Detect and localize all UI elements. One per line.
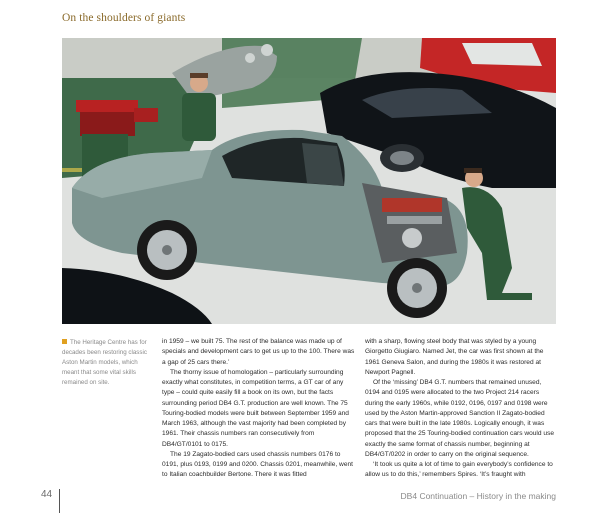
caption-text: The Heritage Centre has for decades been restoring classic Aston Martin models, which meant that some vital skills remained on site. xyxy=(62,339,147,387)
footer-title: DB4 Continuation – History in the making xyxy=(400,491,556,501)
running-head: On the shoulders of giants xyxy=(62,12,186,24)
paragraph: in 1959 – we built 75. The rest of the balance was made up of specials and development cars to get us up to the 100. There was a gap of 25 cars there.’ xyxy=(162,338,355,366)
folio-divider xyxy=(59,489,60,513)
workshop-photo xyxy=(62,38,556,324)
paragraph: The thorny issue of homologation – particularly surrounding exactly what constitutes, in competition terms, a GT car of any type – could quite easily fill a book on its own, but the facts surrounding period DB4 G.T. production are well known. The 75 Touring-bodied models were built between September 1959 and March 1963, although the vast majority had been completed by 1961. Their chassis numbers ran consecutively from DB4/GT/0101 to 0175. xyxy=(162,368,349,448)
paragraph: with a sharp, flowing steel body that was styled by a young Giorgetto Giugiaro. Named Jet, the car was first shown at the 1961 Geneva Salon, and during the 1980s it was restored at Newport Pagnell. xyxy=(365,338,544,376)
page-number: 44 xyxy=(41,489,53,500)
caption-bullet-icon xyxy=(62,339,67,344)
paragraph: ‘It took us quite a lot of time to gain everybody’s confidence to allow us to do this,’ remembers Spires. ‘It’s fraught with xyxy=(365,461,553,479)
paragraph: The 19 Zagato-bodied cars used chassis numbers 0176 to 0191, plus 0193, 0199 and 0200. Chassis 0201, meanwhile, went to Italian coachbuilder Bertone. There it was fitted xyxy=(162,450,353,479)
text-column-1 xyxy=(162,337,356,481)
paragraph: Of the ‘missing’ DB4 G.T. numbers that remained unused, 0194 and 0195 were allocated to the two Project 214 racers during the early 1960s, while 0192, 0196, 0197 and 0198 were used by the Aston Martin-approved Sanction II Zagato-bodied cars that were built in the late 1980s. Logically enough, it was proposed that the 25 Touring-bodied continuation cars would use exactly the same format of chassis number, beginning at DB4/GT/0202 in order to carry on the original sequence. xyxy=(365,379,555,458)
text-column-2 xyxy=(365,337,557,481)
photo-caption xyxy=(62,338,150,388)
